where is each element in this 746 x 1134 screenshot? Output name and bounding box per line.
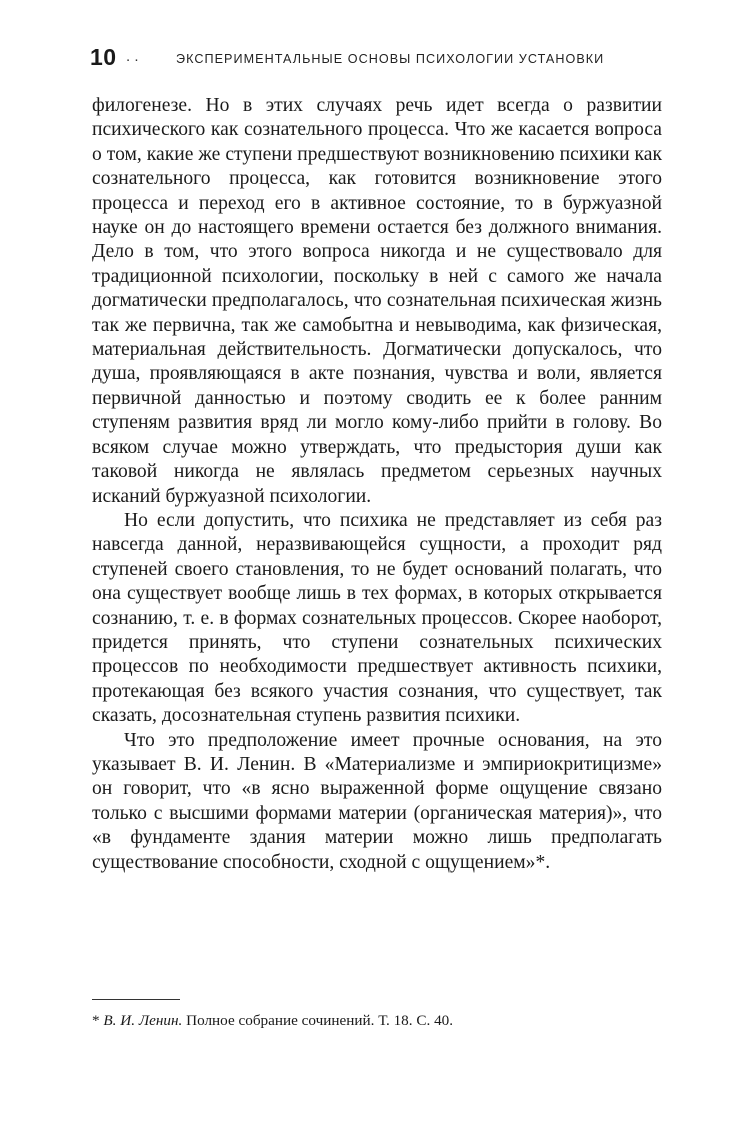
footnote-marker: * [92,1012,100,1029]
page-number-dots: . . [126,48,139,65]
footnote-author: В. И. Ленин. [103,1012,183,1029]
paragraph-3: Что это предположение имеет прочные основания, на это указывает В. И. Ленин. В «Материализме и эмпириокритицизме» он говорит, что «в ясно выраженной форме ощущение связано только с высшими формами материи (органическая материя)», что «в фундаменте здания материи можно лишь предполагать существование способности, сходной с ощущением»*. [92,729,662,873]
footnote-divider [92,999,180,1000]
paragraph-1: филогенезе. Но в этих случаях речь идет всегда о развитии психического как сознательного процесса. Что же касается вопроса о том, какие же ступени предшествуют возникновению психики как сознательного процесса, как готовится возникновение этого процесса и переход его в активное состояние, то в буржуазной науке он до настоящего времени остается без должного внимания. Дело в том, что этого вопроса никогда и не существовало для традиционной психологии, поскольку в ней с самого же начала догматически предполагалось, что сознательная психическая жизнь так же первична, так же самобытна и невыводима, как физическая, материальная действительность. Догматически допускалось, что душа, проявляющаяся в акте познания, чувства и воли, является первичной данностью и поэтому сводить ее к более ранним ступеням развития вряд ли могло кому-либо прийти в голову. Во всяком случае можно утверждать, что предыстория души как таковой никогда не являлась предметом серьезных научных исканий буржуазной психологии. [92,95,662,507]
footnote [92,1011,662,1030]
footnote-citation: Полное собрание сочинений. Т. 18. С. 40. [186,1012,454,1029]
page-number: 10 [90,44,117,70]
running-title: ЭКСПЕРИМЕНТАЛЬНЫЕ ОСНОВЫ ПСИХОЛОГИИ УСТАНОВКИ [176,52,605,66]
paragraph-2: Но если допустить, что психика не представляет из себя раз навсегда данной, неразвивающейся сущности, а проходит ряд ступеней своего становления, то не будет оснований полагать, что она существует вообще лишь в тех формах, в которых открывается сознанию, т. е. в формах сознательных процессов. Скорее наоборот, придется принять, что ступени сознательных психических процессов по необходимости предшествует активность психики, протекающая без всякого участия сознания, что существует, так сказать, досознательная ступень развития психики. [92,509,662,727]
running-head [90,44,670,74]
body-text [92,94,662,875]
